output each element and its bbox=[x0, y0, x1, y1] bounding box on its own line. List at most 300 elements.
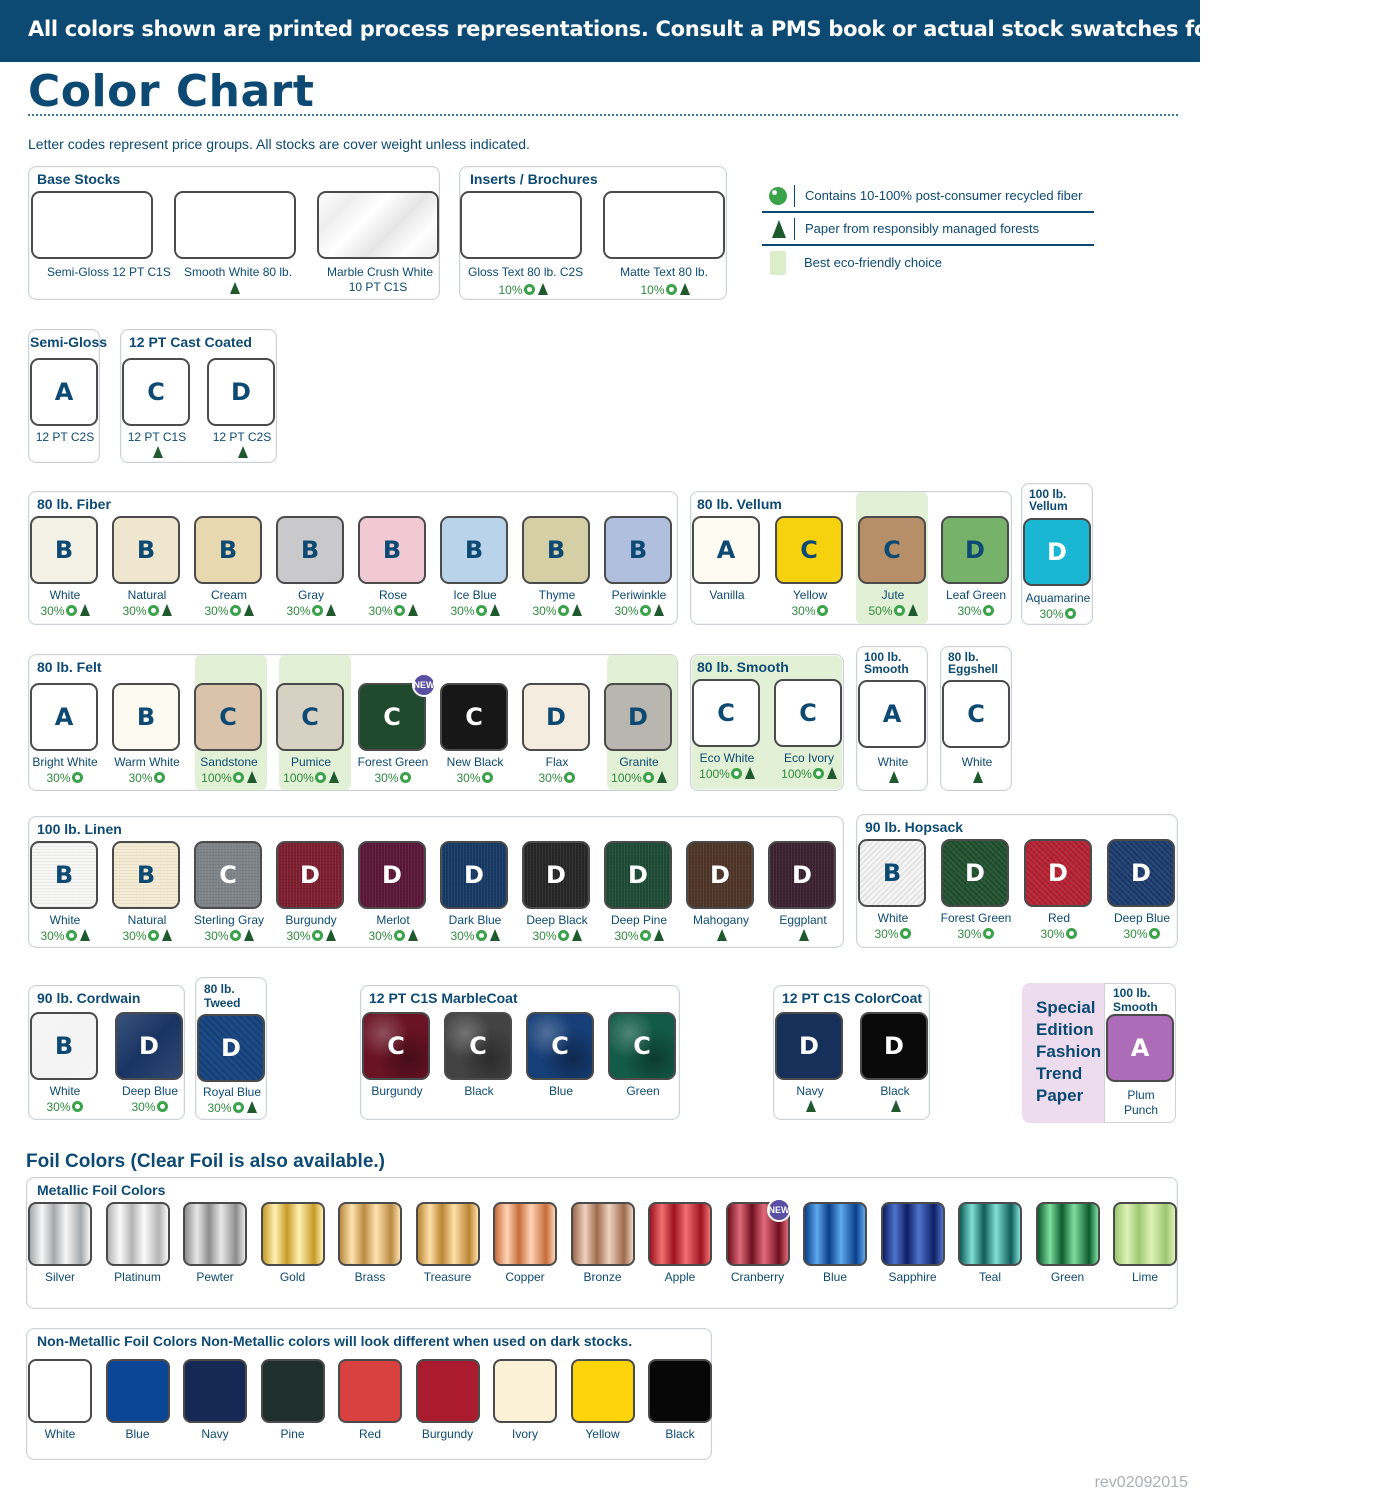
swatch-pct: 30% bbox=[184, 604, 274, 618]
recycled-icon bbox=[1149, 928, 1160, 939]
recycled-icon bbox=[230, 930, 241, 941]
recycled-icon bbox=[148, 930, 159, 941]
swatch-label: Jute bbox=[881, 588, 905, 602]
foil-swatch-black[interactable] bbox=[648, 1359, 712, 1423]
foil-label: Ivory bbox=[511, 1427, 538, 1441]
foil-label: Brass bbox=[354, 1270, 386, 1284]
swatch-leaf-green[interactable]: D bbox=[941, 516, 1009, 584]
swatch-pct: 30% bbox=[765, 604, 855, 618]
forest-icon bbox=[717, 929, 727, 941]
foil-swatch-ivory[interactable] bbox=[493, 1359, 557, 1423]
swatch-rose[interactable]: B bbox=[358, 516, 426, 584]
group-title: 12 PT Cast Coated bbox=[129, 334, 252, 350]
foil-swatch-teal[interactable] bbox=[958, 1202, 1022, 1266]
swatch-pct: 30% bbox=[430, 604, 520, 618]
swatch-pct: 30% bbox=[512, 604, 602, 618]
recycled-icon bbox=[72, 772, 83, 783]
foil-swatch-bronze[interactable] bbox=[571, 1202, 635, 1266]
marblecoat-group bbox=[360, 985, 680, 1120]
recycled-icon bbox=[312, 930, 323, 941]
recycled-icon bbox=[1065, 608, 1076, 619]
swatch-label: Warm White bbox=[114, 755, 180, 769]
foil-colors-heading: Foil Colors (Clear Foil is also available.) bbox=[26, 1151, 385, 1172]
swatch-label: White bbox=[961, 755, 993, 769]
swatch-dark-blue[interactable]: D bbox=[440, 841, 508, 909]
swatch-red[interactable]: D bbox=[1024, 839, 1092, 907]
swatch-eco-ivory[interactable]: C bbox=[774, 679, 842, 747]
swatch-pct: 30% bbox=[187, 1101, 277, 1115]
recycled-icon bbox=[312, 605, 323, 616]
swatch-burgundy[interactable]: C bbox=[362, 1012, 430, 1080]
swatch-pct: 30% bbox=[20, 1100, 110, 1114]
foil-swatch-brass[interactable] bbox=[338, 1202, 402, 1266]
swatch-label: Forest Green bbox=[940, 911, 1012, 925]
fiber-group bbox=[28, 491, 678, 625]
group-title: Semi-Gloss bbox=[30, 334, 108, 350]
recycled-icon bbox=[769, 187, 787, 205]
swatch-jute[interactable]: C bbox=[858, 516, 926, 584]
swatch-pct: 30% bbox=[184, 929, 274, 943]
swatch-deep-black[interactable]: D bbox=[522, 841, 590, 909]
swatch-label: Flax bbox=[545, 755, 569, 769]
swatch-pct: 30% bbox=[102, 771, 192, 785]
foil-label: Navy bbox=[201, 1427, 229, 1441]
swatch-label: Punch bbox=[1123, 1103, 1159, 1117]
foil-label: Burgundy bbox=[421, 1427, 474, 1441]
foil-swatch-platinum[interactable] bbox=[106, 1202, 170, 1266]
forest-icon bbox=[891, 1100, 901, 1112]
forest-icon bbox=[244, 929, 254, 941]
recycled-icon bbox=[394, 930, 405, 941]
recycled-icon bbox=[148, 605, 159, 616]
recycled-icon bbox=[157, 1101, 168, 1112]
colorcoat-group bbox=[773, 985, 930, 1120]
recycled-icon bbox=[154, 772, 165, 783]
foil-label: Black bbox=[665, 1427, 695, 1441]
swatch-label: Aquamarine bbox=[1025, 591, 1091, 605]
group-title: 12 PT C1S ColorCoat bbox=[782, 990, 923, 1006]
swatch-label: Black bbox=[880, 1084, 910, 1098]
swatch-pct: 30% bbox=[430, 771, 520, 785]
swatch-flax[interactable]: D bbox=[522, 683, 590, 751]
swatch-label: 12 PT C1S bbox=[127, 430, 187, 444]
forest-icon bbox=[680, 283, 690, 295]
recycled-icon bbox=[482, 772, 493, 783]
swatch-ice-blue[interactable]: B bbox=[440, 516, 508, 584]
group-title: 100 lb. Linen bbox=[37, 821, 122, 837]
forest-icon bbox=[848, 771, 938, 785]
swatch-cast-coated-c[interactable]: C bbox=[122, 358, 190, 426]
swatch-forest-green[interactable]: D bbox=[941, 839, 1009, 907]
swatch-label: Gray bbox=[297, 588, 324, 602]
recycled-icon bbox=[558, 605, 569, 616]
forest-icon bbox=[162, 604, 172, 616]
swatch-white[interactable]: B bbox=[30, 841, 98, 909]
swatch-label: White bbox=[877, 755, 909, 769]
swatch-label: Natural bbox=[127, 913, 167, 927]
swatch-deep-blue[interactable]: D bbox=[1107, 839, 1175, 907]
swatch-label: Sterling Gray bbox=[193, 913, 265, 927]
foil-label: Red bbox=[358, 1427, 381, 1441]
forest-icon bbox=[326, 604, 336, 616]
page-title: Color Chart bbox=[28, 66, 315, 117]
group-title: 80 lb. Tweed bbox=[204, 982, 241, 1010]
vellum-100-group bbox=[1021, 483, 1093, 625]
swatch-label: Green bbox=[626, 1084, 660, 1098]
foil-swatch-silver[interactable] bbox=[28, 1202, 92, 1266]
swatch-white[interactable]: B bbox=[30, 1012, 98, 1080]
swatch-matte-text-80[interactable] bbox=[603, 191, 725, 259]
recycled-icon bbox=[640, 605, 651, 616]
recycled-icon bbox=[817, 605, 828, 616]
foil-label: Sapphire bbox=[888, 1270, 937, 1284]
recycled-icon bbox=[813, 768, 824, 779]
swatch-pct: 30% bbox=[430, 929, 520, 943]
group-title: 90 lb. Cordwain bbox=[37, 990, 141, 1006]
foil-swatch-green[interactable] bbox=[1036, 1202, 1100, 1266]
swatch-new-black[interactable]: C bbox=[440, 683, 508, 751]
swatch-gray[interactable]: B bbox=[276, 516, 344, 584]
swatch-label: Pumice bbox=[290, 755, 331, 769]
group-title: 80 lb. Felt bbox=[37, 659, 102, 675]
swatch-mahogany[interactable]: D bbox=[686, 841, 754, 909]
smooth-100-group bbox=[856, 646, 928, 791]
group-title: 100 lb. Smooth bbox=[864, 650, 909, 676]
recycled-icon bbox=[230, 605, 241, 616]
swatch-label: Eco Ivory bbox=[783, 751, 834, 765]
recycled-icon bbox=[731, 768, 742, 779]
swatch-label: Blue bbox=[548, 1084, 574, 1098]
swatch-label: Yellow bbox=[792, 588, 828, 602]
forest-icon bbox=[184, 282, 284, 296]
swatch-pct: 30% bbox=[20, 929, 110, 943]
forest-icon bbox=[932, 771, 1022, 785]
swatch-label: Vanilla bbox=[709, 588, 745, 602]
swatch-label: Bright White bbox=[32, 755, 98, 769]
swatch-pct: 100% bbox=[184, 771, 274, 785]
swatch-label: Sandstone bbox=[200, 755, 258, 769]
new-badge: NEW bbox=[767, 1198, 791, 1222]
recycled-icon bbox=[400, 772, 411, 783]
swatch-pct: 100% bbox=[594, 771, 684, 785]
foil-label: Platinum bbox=[114, 1270, 161, 1284]
foil-label: Cranberry bbox=[730, 1270, 785, 1284]
swatch-semi-gloss-12pt[interactable] bbox=[31, 191, 153, 259]
foil-swatch-apple[interactable] bbox=[648, 1202, 712, 1266]
swatch-label: Black bbox=[464, 1084, 494, 1098]
swatch-forest-green[interactable]: C bbox=[358, 683, 426, 751]
forest-icon bbox=[80, 929, 90, 941]
top-banner: All colors shown are printed process representations. Consult a PMS book or actual stock swatches for color accuracy. bbox=[0, 0, 1200, 62]
forest-icon bbox=[572, 604, 582, 616]
foil-swatch-gold[interactable] bbox=[261, 1202, 325, 1266]
forest-icon bbox=[654, 604, 664, 616]
foil-label: Blue bbox=[822, 1270, 848, 1284]
swatch-granite[interactable]: D bbox=[604, 683, 672, 751]
swatch-label: White bbox=[49, 913, 81, 927]
swatch-label: Matte Text 80 lb. bbox=[620, 265, 708, 279]
swatch-white[interactable]: B bbox=[858, 839, 926, 907]
forest-icon bbox=[112, 446, 202, 460]
swatch-pct: 30% bbox=[512, 771, 602, 785]
swatch-label: White bbox=[49, 1084, 81, 1098]
swatch-pumice[interactable]: C bbox=[276, 683, 344, 751]
forest-icon bbox=[538, 283, 548, 295]
swatch-green[interactable]: C bbox=[608, 1012, 676, 1080]
swatch-bright-white[interactable]: A bbox=[30, 683, 98, 751]
foil-label: Bronze bbox=[583, 1270, 622, 1284]
swatch-deep-blue[interactable]: D bbox=[115, 1012, 183, 1080]
foil-label: Apple bbox=[664, 1270, 696, 1284]
swatch-label: Forest Green bbox=[357, 755, 429, 769]
foil-swatch-blue[interactable] bbox=[106, 1359, 170, 1423]
foil-swatch-sapphire[interactable] bbox=[881, 1202, 945, 1266]
swatch-sandstone[interactable]: C bbox=[194, 683, 262, 751]
swatch-sterling-gray[interactable]: C bbox=[194, 841, 262, 909]
swatch-label: Plum bbox=[1127, 1088, 1155, 1102]
swatch-pct: 30% bbox=[20, 604, 110, 618]
forest-icon bbox=[247, 1101, 257, 1113]
group-title: 100 lb. Smooth bbox=[1113, 986, 1158, 1014]
swatch-label: Deep Blue bbox=[121, 1084, 179, 1098]
recycled-icon bbox=[564, 772, 575, 783]
forest-icon bbox=[162, 929, 172, 941]
swatch-pct: 30% bbox=[1013, 607, 1103, 621]
swatch-label: Mahogany bbox=[692, 913, 750, 927]
swatch-thyme[interactable]: B bbox=[522, 516, 590, 584]
swatch-label: 10 PT C1S bbox=[348, 280, 408, 294]
recycled-icon bbox=[558, 930, 569, 941]
swatch-plum-punch[interactable]: A bbox=[1106, 1014, 1174, 1082]
swatch-eggshell-white[interactable]: C bbox=[942, 680, 1010, 748]
recycled-icon bbox=[524, 284, 535, 295]
group-title: 12 PT C1S MarbleCoat bbox=[369, 990, 518, 1006]
cast-coated-group bbox=[120, 329, 277, 463]
swatch-label: Cream bbox=[210, 588, 247, 602]
forest-icon bbox=[80, 604, 90, 616]
foil-swatch-treasure[interactable] bbox=[416, 1202, 480, 1266]
swatch-pct: 10% bbox=[478, 283, 568, 297]
swatch-label: Rose bbox=[378, 588, 407, 602]
swatch-eco-white[interactable]: C bbox=[692, 679, 760, 747]
swatch-cream[interactable]: B bbox=[194, 516, 262, 584]
swatch-pct bbox=[850, 1100, 940, 1114]
swatch-pct: 100% bbox=[764, 767, 854, 781]
foil-swatch-white[interactable] bbox=[28, 1359, 92, 1423]
swatch-vanilla[interactable]: A bbox=[692, 516, 760, 584]
swatch-marble-crush-white[interactable] bbox=[317, 191, 439, 259]
forest-icon bbox=[657, 771, 667, 783]
recycled-icon bbox=[72, 1101, 83, 1112]
recycled-icon bbox=[66, 605, 77, 616]
swatch-pct: 30% bbox=[348, 929, 438, 943]
swatch-label: 12 PT C2S bbox=[212, 430, 272, 444]
swatch-pct: 30% bbox=[20, 771, 110, 785]
swatch-label: Eggplant bbox=[779, 913, 827, 927]
swatch-label: White bbox=[49, 588, 81, 602]
swatch-label: Burgundy bbox=[371, 1084, 423, 1098]
swatch-royal-blue[interactable]: D bbox=[197, 1014, 265, 1082]
foil-label: White bbox=[44, 1427, 76, 1441]
swatch-pct: 10% bbox=[620, 283, 710, 297]
forest-icon bbox=[247, 771, 257, 783]
swatch-pct: 30% bbox=[102, 929, 192, 943]
recycled-icon bbox=[233, 1102, 244, 1113]
swatch-smooth-100-white[interactable]: A bbox=[858, 680, 926, 748]
recycled-icon bbox=[666, 284, 677, 295]
swatch-pct: 30% bbox=[348, 604, 438, 618]
vellum-group bbox=[690, 491, 1012, 625]
recycled-icon bbox=[1066, 928, 1077, 939]
swatch-navy[interactable]: D bbox=[775, 1012, 843, 1080]
recycled-icon bbox=[315, 772, 326, 783]
swatch-eggplant[interactable]: D bbox=[768, 841, 836, 909]
forest-icon bbox=[329, 771, 339, 783]
group-title: Inserts / Brochures bbox=[470, 171, 598, 187]
foil-swatch-red[interactable] bbox=[338, 1359, 402, 1423]
forest-icon bbox=[490, 604, 500, 616]
forest-icon bbox=[490, 929, 500, 941]
forest-icon bbox=[772, 220, 786, 238]
swatch-pct: 30% bbox=[594, 604, 684, 618]
swatch-pct: 30% bbox=[266, 604, 356, 618]
swatch-warm-white[interactable]: B bbox=[112, 683, 180, 751]
swatch-label: White bbox=[877, 911, 909, 925]
swatch-smooth-white-80[interactable] bbox=[174, 191, 296, 259]
swatch-pct: 30% bbox=[102, 604, 192, 618]
base-stocks-group bbox=[28, 166, 440, 300]
forest-icon bbox=[745, 767, 755, 779]
eggshell-group bbox=[940, 646, 1012, 791]
metallic-foil-group bbox=[26, 1177, 1178, 1309]
foil-swatch-pine[interactable] bbox=[261, 1359, 325, 1423]
recycled-icon bbox=[233, 772, 244, 783]
swatch-yellow[interactable]: C bbox=[775, 516, 843, 584]
smooth-group bbox=[690, 654, 844, 791]
swatch-label: New Black bbox=[446, 755, 504, 769]
forest-icon bbox=[806, 1100, 816, 1112]
legend-forest: Paper from responsibly managed forests bbox=[794, 218, 1039, 240]
swatch-label: Smooth White 80 lb. bbox=[184, 265, 293, 279]
recycled-icon bbox=[983, 928, 994, 939]
swatch-pct: 30% bbox=[1014, 927, 1104, 941]
foil-swatch-yellow[interactable] bbox=[571, 1359, 635, 1423]
swatch-label: Thyme bbox=[538, 588, 576, 602]
foil-label: Treasure bbox=[423, 1270, 472, 1284]
swatch-periwinkle[interactable]: B bbox=[604, 516, 672, 584]
swatch-semi-gloss-a[interactable]: A bbox=[30, 358, 98, 426]
swatch-aquamarine[interactable]: D bbox=[1023, 518, 1091, 586]
swatch-label: Leaf Green bbox=[945, 588, 1007, 602]
forest-icon bbox=[827, 767, 837, 779]
hopsack-group bbox=[856, 814, 1178, 948]
special-swatch-panel bbox=[1104, 983, 1176, 1123]
forest-icon bbox=[244, 604, 254, 616]
recycled-icon bbox=[983, 605, 994, 616]
recycled-icon bbox=[476, 605, 487, 616]
swatch-label: Marble Crush White bbox=[327, 265, 434, 279]
legend-eco: Best eco-friendly choice bbox=[804, 255, 943, 270]
forest-icon bbox=[408, 929, 418, 941]
foil-swatch-navy[interactable] bbox=[183, 1359, 247, 1423]
group-title: Non-Metallic Foil Colors Non-Metallic colors will look different when used on dark stocks. bbox=[37, 1333, 633, 1349]
swatch-deep-pine[interactable]: D bbox=[604, 841, 672, 909]
swatch-label: Granite bbox=[619, 755, 659, 769]
swatch-blue[interactable]: C bbox=[526, 1012, 594, 1080]
swatch-label: Periwinkle bbox=[611, 588, 667, 602]
foil-swatch-lime[interactable] bbox=[1113, 1202, 1177, 1266]
group-title: 100 lb. Vellum bbox=[1029, 487, 1068, 513]
dotted-divider bbox=[28, 114, 1178, 116]
foil-label: Teal bbox=[978, 1270, 1001, 1284]
swatch-label: Royal Blue bbox=[202, 1085, 262, 1099]
group-title: 80 lb. Fiber bbox=[37, 496, 111, 512]
group-title: 80 lb. Vellum bbox=[697, 496, 782, 512]
swatch-pct: 30% bbox=[594, 929, 684, 943]
swatch-cast-coated-d[interactable]: D bbox=[207, 358, 275, 426]
swatch-label: 12 PT C2S bbox=[35, 430, 95, 444]
foil-label: Copper bbox=[505, 1270, 545, 1284]
swatch-burgundy[interactable]: D bbox=[276, 841, 344, 909]
inserts-group bbox=[459, 166, 727, 300]
foil-swatch-copper[interactable] bbox=[493, 1202, 557, 1266]
swatch-pct bbox=[676, 929, 766, 943]
recycled-icon bbox=[394, 605, 405, 616]
swatch-black[interactable]: D bbox=[860, 1012, 928, 1080]
swatch-natural[interactable]: B bbox=[112, 841, 180, 909]
swatch-pct: 30% bbox=[848, 927, 938, 941]
recycled-icon bbox=[476, 930, 487, 941]
group-title: Base Stocks bbox=[37, 171, 121, 187]
special-edition-panel bbox=[1022, 983, 1176, 1123]
swatch-gloss-text-80[interactable] bbox=[460, 191, 582, 259]
swatch-pct: 30% bbox=[512, 929, 602, 943]
swatch-pct: 100% bbox=[266, 771, 356, 785]
recycled-icon bbox=[640, 930, 651, 941]
swatch-pct: 50% bbox=[848, 604, 938, 618]
legend-recycled: Contains 10-100% post-consumer recycled fiber bbox=[794, 185, 1082, 207]
foil-swatch-burgundy[interactable] bbox=[416, 1359, 480, 1423]
swatch-label: Deep Black bbox=[526, 913, 588, 927]
foil-label: Pine bbox=[280, 1427, 305, 1441]
felt-group bbox=[28, 654, 678, 791]
swatch-label: Navy bbox=[796, 1084, 824, 1098]
linen-group bbox=[28, 816, 844, 948]
swatch-pct: 30% bbox=[931, 927, 1021, 941]
swatch-label: Ice Blue bbox=[453, 588, 497, 602]
recycled-icon bbox=[643, 772, 654, 783]
swatch-label: Gloss Text 80 lb. C2S bbox=[468, 265, 584, 279]
swatch-black[interactable]: C bbox=[444, 1012, 512, 1080]
swatch-natural[interactable]: B bbox=[112, 516, 180, 584]
swatch-merlot[interactable]: D bbox=[358, 841, 426, 909]
semi-gloss-group bbox=[28, 329, 108, 463]
special-edition-title: Special Edition Fashion Trend Paper bbox=[1036, 998, 1102, 1105]
swatch-label: Merlot bbox=[376, 913, 410, 927]
foil-label: Silver bbox=[44, 1270, 75, 1284]
foil-label: Yellow bbox=[585, 1427, 620, 1441]
swatch-pct: 30% bbox=[105, 1100, 195, 1114]
foil-label: Green bbox=[1050, 1270, 1085, 1284]
group-title: Metallic Foil Colors bbox=[37, 1182, 166, 1198]
foil-swatch-pewter[interactable] bbox=[183, 1202, 247, 1266]
foil-swatch-blue[interactable] bbox=[803, 1202, 867, 1266]
swatch-pct: 30% bbox=[266, 929, 356, 943]
swatch-white[interactable]: B bbox=[30, 516, 98, 584]
swatch-label: Burgundy bbox=[285, 913, 337, 927]
group-title: 90 lb. Hopsack bbox=[865, 819, 964, 835]
swatch-label: Semi-Gloss 12 PT C1S bbox=[47, 265, 171, 279]
